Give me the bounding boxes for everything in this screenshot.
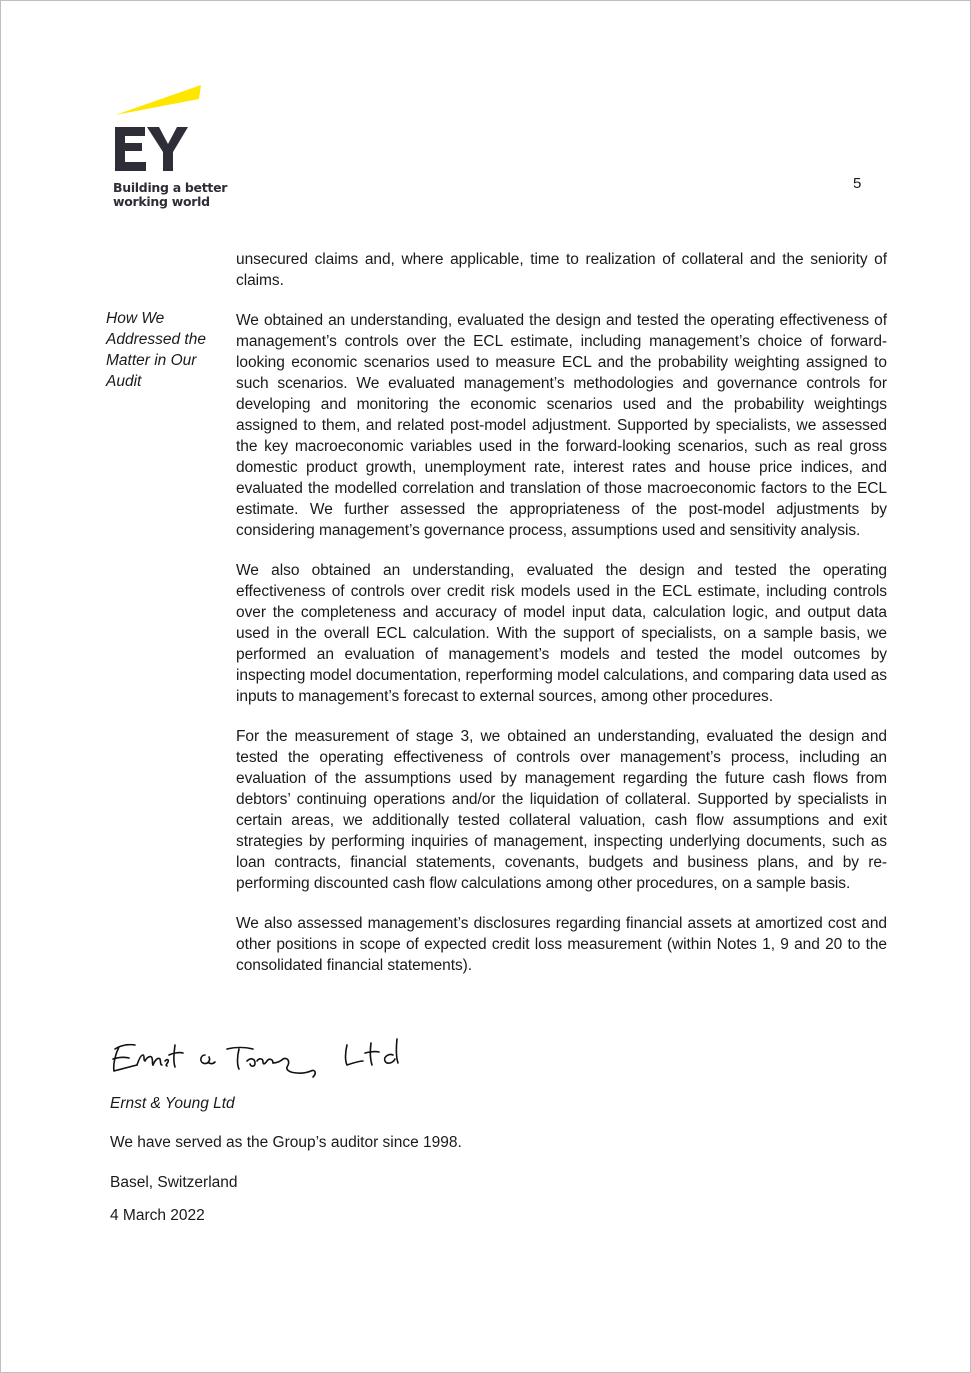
ey-beam-icon bbox=[115, 85, 201, 115]
ey-tagline-line2: working world bbox=[113, 194, 210, 209]
side-heading-line: Audit bbox=[106, 373, 142, 390]
handwritten-signature bbox=[105, 1031, 405, 1101]
side-heading-line: Addressed the bbox=[106, 331, 206, 348]
ey-letter-y bbox=[147, 127, 188, 171]
ey-logo-mark bbox=[113, 85, 233, 181]
ey-tagline-line1: Building a better bbox=[113, 180, 228, 195]
side-heading-line: Matter in Our bbox=[106, 352, 197, 369]
date: 4 March 2022 bbox=[110, 1207, 205, 1224]
ey-letter-e bbox=[115, 127, 146, 171]
page-number: 5 bbox=[853, 175, 862, 192]
paragraph-continued: unsecured claims and, where applicable, time to realization of collateral and the seniority of claims. bbox=[236, 251, 887, 289]
paragraph-ecl-controls: We obtained an understanding, evaluated the design and tested the operating effectiveness of management’s controls over the ECL estimate, including management’s choice of forward-looking economic scenarios used to measure ECL and the probability weighting assigned to such scenarios. We evaluated management’s methodologies and governance controls for developing and monitoring the economic scenarios used and the probability weightings assigned to them, and related post-model adjustment. Supported by specialists, we assessed the key macroeconomic variables used in the forward-looking scenarios, such as real gross domestic product growth, unemployment rate, interest rates and house price indices, and evaluated the modelled correlation and translation of those macroeconomic factors to the ECL estimate. We further assessed the appropriateness of the post-model adjustments by considering management’s governance process, assumptions used and sensitivity analysis. bbox=[236, 312, 887, 539]
side-heading bbox=[106, 308, 221, 392]
auditor-since: We have served as the Group’s auditor since 1998. bbox=[110, 1134, 462, 1151]
body-text bbox=[236, 249, 887, 995]
ey-logo bbox=[113, 85, 233, 211]
paragraph-disclosures: We also assessed management’s disclosures regarding financial assets at amortized cost and other positions in scope of expected credit loss measurement (within Notes 1, 9 and 20 to the consolidated financial statements). bbox=[236, 915, 887, 974]
ey-tagline bbox=[113, 181, 233, 209]
firm-name: Ernst & Young Ltd bbox=[110, 1095, 235, 1112]
location: Basel, Switzerland bbox=[110, 1174, 238, 1191]
side-heading-line: How We bbox=[106, 310, 165, 327]
paragraph-credit-risk-models: We also obtained an understanding, evaluated the design and tested the operating effectiveness of controls over credit risk models used in the ECL estimate, including controls over the completeness and accuracy of model input data, calculation logic, and output data used in the overall ECL calculation. With the support of specialists, on a sample basis, we performed an evaluation of management’s models and tested the model outcomes by inspecting model documentation, reperforming model calculations, and comparing data used as inputs to management’s forecast to external sources, among other procedures. bbox=[236, 562, 887, 705]
paragraph-stage-3: For the measurement of stage 3, we obtained an understanding, evaluated the design and tested the operating effectiveness of controls over management’s process, including an evaluation of the assumptions used by management regarding the future cash flows from debtors’ continuing operations and/or the liquidation of collateral. Supported by specialists in certain areas, we additionally tested collateral valuation, cash flow assumptions and exit strategies by performing inquiries of management, inspecting underlying documents, such as loan contracts, financial statements, covenants, budgets and business plans, and by re-performing discounted cash flow calculations among other procedures, on a sample basis. bbox=[236, 728, 887, 892]
